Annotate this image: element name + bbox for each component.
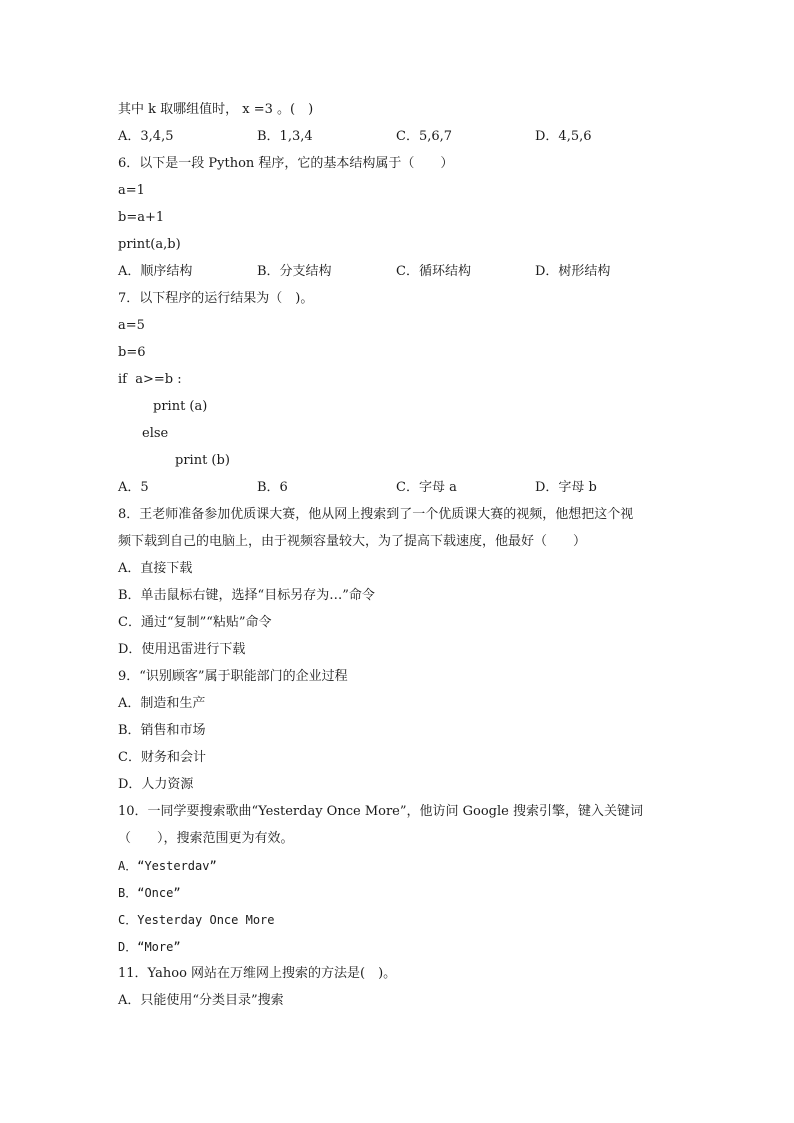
q9-option-b: B．销售和市场 [118, 723, 206, 738]
q6-code-line: print(a,b) [118, 237, 181, 252]
q10-option-d: D．“More” [118, 940, 181, 954]
q9-option-c: C．财务和会计 [118, 750, 206, 765]
q5-option-c: C．5,6,7 [396, 129, 453, 144]
q7-code-line: b=6 [118, 345, 146, 360]
q7-code-line: else [142, 426, 169, 441]
q5-option-d: D．4,5,6 [535, 129, 592, 144]
q10-option-c: C．Yesterday Once More [118, 913, 275, 927]
q5-option-a: A．3,4,5 [118, 129, 174, 144]
q6-option-a: A．顺序结构 [118, 264, 193, 279]
q9-option-a: A．制造和生产 [118, 696, 206, 711]
q8-option-a: A．直接下载 [118, 561, 193, 576]
q8-option-b: B．单击鼠标右键，选择“目标另存为…”命令 [118, 588, 375, 603]
q10-stem-line2: （ ），搜索范围更为有效。 [118, 831, 294, 846]
q7-code-line: if a>=b : [118, 372, 182, 387]
q7-option-d: D．字母 b [535, 480, 597, 495]
q11-option-a: A．只能使用“分类目录”搜索 [118, 993, 284, 1008]
q8-stem-line2: 频下载到自己的电脑上，由于视频容量较大，为了提高下载速度，他最好（ ） [118, 534, 587, 549]
q6-option-c: C．循环结构 [396, 264, 471, 279]
q7-option-a: A．5 [118, 480, 149, 495]
q6-option-b: B．分支结构 [257, 264, 332, 279]
q8-stem-line1: 8．王老师准备参加优质课大赛，他从网上搜索到了一个优质课大赛的视频，他想把这个视 [118, 507, 634, 522]
q6-code-line: a=1 [118, 183, 145, 198]
q5-stem-tail: 其中 k 取哪组值时， x =3 。( ) [118, 102, 314, 117]
q5-option-b: B．1,3,4 [257, 129, 313, 144]
q8-option-c: C．通过“复制”“粘贴”命令 [118, 615, 272, 630]
q7-code-line: print (b) [175, 453, 230, 468]
q6-stem: 6．以下是一段 Python 程序，它的基本结构属于（ ） [118, 156, 454, 171]
q7-option-b: B．6 [257, 480, 288, 495]
q6-code-line: b=a+1 [118, 210, 165, 225]
q7-code-line: print (a) [153, 399, 208, 414]
q10-option-a: A．“Yesterdav” [118, 859, 217, 873]
q9-stem: 9．“识别顾客”属于职能部门的企业过程 [118, 669, 348, 684]
q10-option-b: B．“Once” [118, 886, 181, 900]
q9-option-d: D．人力资源 [118, 777, 194, 792]
q6-option-d: D．树形结构 [535, 264, 611, 279]
q10-stem-line1: 10．一同学要搜索歌曲“Yesterday Once More”，他访问 Google 搜索引擎，键入关键词 [118, 804, 643, 819]
q7-code-line: a=5 [118, 318, 145, 333]
q7-stem: 7．以下程序的运行结果为（ )。 [118, 291, 314, 306]
q7-option-c: C．字母 a [396, 480, 457, 495]
q8-option-d: D．使用迅雷进行下载 [118, 642, 246, 657]
q11-stem: 11．Yahoo 网站在万维网上搜索的方法是( )。 [118, 966, 397, 981]
